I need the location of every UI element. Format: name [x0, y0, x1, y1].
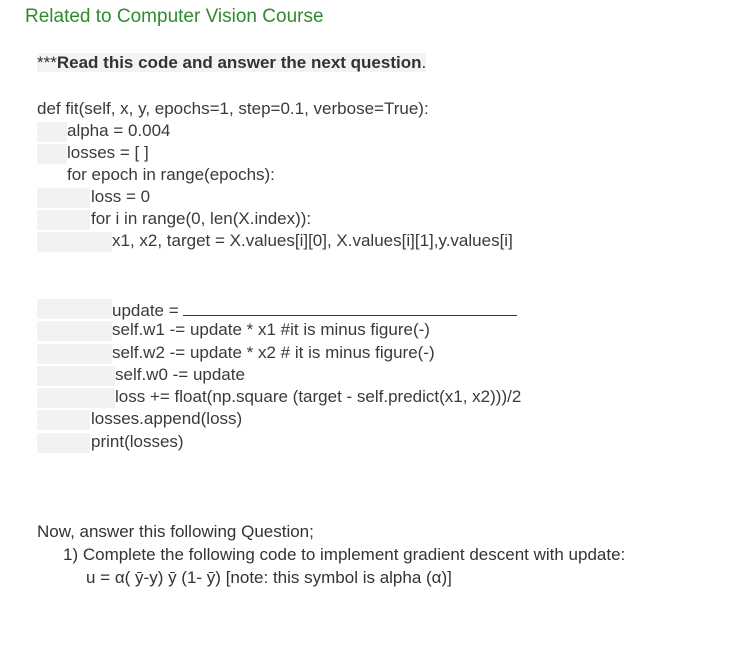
update-label: update =: [112, 301, 179, 320]
indent-shade: [37, 410, 90, 430]
code-line-print: print(losses): [91, 432, 184, 451]
code-line-loss-accum: loss += float(np.square (target - self.predict(x1, x2)))/2: [115, 387, 522, 406]
question-formula: u = α( ȳ-y) ȳ (1- ȳ) [note: this symbol is alpha (α)]: [86, 568, 452, 587]
code-line-append: losses.append(loss): [91, 409, 243, 428]
code-line-losses: losses = [ ]: [67, 143, 149, 162]
code-line-for-i: for i in range(0, len(X.index)):: [91, 209, 312, 228]
indent-shade: [37, 144, 67, 164]
code-line-for-epoch: for epoch in range(epochs):: [67, 165, 275, 184]
indent-shade: [37, 210, 90, 230]
code-line-alpha: alpha = 0.004: [67, 121, 171, 140]
indent-shade: [37, 232, 112, 252]
question-item: 1) Complete the following code to implement gradient descent with update:: [63, 545, 626, 564]
indent-shade: [37, 433, 90, 453]
indent-shade: [37, 388, 115, 408]
page-title: Related to Computer Vision Course: [25, 6, 324, 27]
indent-shade: [37, 188, 90, 208]
indent-shade: [37, 366, 115, 386]
indent-shade: [37, 344, 112, 364]
indent-shade: [37, 122, 67, 142]
answer-blank: [183, 298, 517, 316]
instruction-line: [37, 53, 426, 73]
instruction-stars: ***: [37, 53, 57, 72]
code-line-w0: self.w0 -= update: [115, 365, 245, 384]
indent-shade: [37, 299, 112, 319]
code-line-w1: self.w1 -= update * x1 #it is minus figure(-): [112, 320, 430, 339]
code-line-w2: self.w2 -= update * x2 # it is minus figure(-): [112, 343, 435, 362]
question-intro: Now, answer this following Question;: [37, 522, 314, 541]
code-line-loss-init: loss = 0: [91, 187, 151, 206]
instruction-text: Read this code and answer the next question: [56, 53, 422, 72]
indent-shade: [37, 321, 112, 341]
code-line-unpack: x1, x2, target = X.values[i][0], X.values[i][1],y.values[i]: [112, 231, 513, 250]
code-line-update: [112, 298, 517, 321]
code-line-def: def fit(self, x, y, epochs=1, step=0.1, verbose=True):: [37, 99, 429, 118]
instruction-period: .: [421, 53, 427, 72]
